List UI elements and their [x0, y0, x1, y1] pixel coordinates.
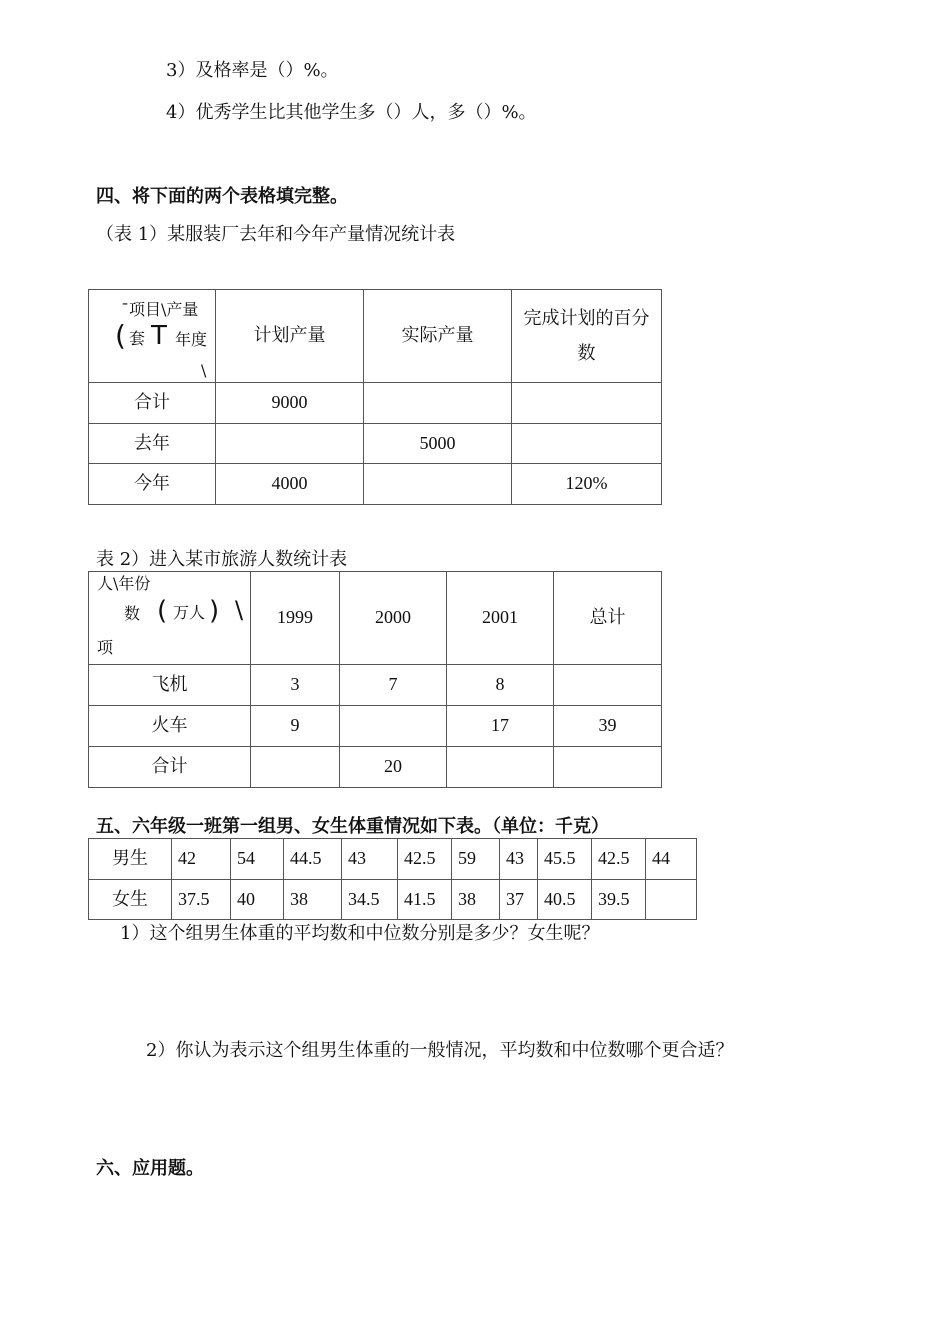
table-cell: 7	[340, 665, 447, 706]
table-cell: 43	[500, 839, 538, 880]
table-cell	[364, 383, 512, 424]
column-header: 2000	[340, 572, 447, 665]
corner-paren-close: )	[209, 596, 220, 626]
column-header: 2001	[447, 572, 554, 665]
corner-unit-label: 万人	[173, 603, 206, 622]
corner-header-year-label: 人\年份	[97, 574, 151, 593]
row-label: 合计	[89, 747, 251, 788]
corner-header-items-label: ˉ项目\产量	[121, 300, 199, 319]
table-cell: 39.5	[592, 880, 646, 920]
table-cell	[251, 747, 340, 788]
column-header: 总计	[554, 572, 662, 665]
section-5-title: 五、六年级一班第一组男、女生体重情况如下表。（单位：千克）	[96, 816, 609, 837]
section-5-question-1: 1）这个组男生体重的平均数和中位数分别是多少？女生呢？	[120, 923, 600, 944]
table-cell: 40.5	[538, 880, 592, 920]
corner-item-label: 项	[97, 638, 114, 657]
table-cell: 45.5	[538, 839, 592, 880]
corner-year-label: 年度	[175, 330, 208, 349]
table-cell: 20	[340, 747, 447, 788]
table-cell: 5000	[364, 424, 512, 464]
row-label: 合计	[89, 383, 216, 424]
table-cell	[512, 424, 662, 464]
table-cell: 44.5	[284, 839, 342, 880]
table-cell: 8	[447, 665, 554, 706]
table-cell	[512, 383, 662, 424]
table-cell: 54	[231, 839, 284, 880]
table-cell: 42	[172, 839, 231, 880]
table-2-caption: 表 2）进入某市旅游人数统计表	[96, 549, 348, 570]
row-label: 火车	[89, 706, 251, 747]
table-cell: 44	[646, 839, 697, 880]
table-cell: 38	[284, 880, 342, 920]
row-label: 去年	[89, 424, 216, 464]
section-5-question-2: 2）你认为表示这个组男生体重的一般情况，平均数和中位数哪个更合适？	[146, 1040, 734, 1061]
production-table	[88, 289, 662, 505]
section-4-title: 四、将下面的两个表格填完整。	[96, 186, 348, 207]
table-cell: 59	[452, 839, 500, 880]
table-cell: 9000	[216, 383, 364, 424]
table-cell: 41.5	[398, 880, 452, 920]
column-header-label: 完成计划的百分数	[523, 307, 650, 364]
corner-slash: \	[201, 361, 207, 380]
table-cell	[447, 747, 554, 788]
table-cell: 38	[452, 880, 500, 920]
corner-slash: \	[235, 596, 244, 624]
table-1-corner-header	[89, 290, 216, 383]
table-cell	[364, 464, 512, 505]
row-label: 飞机	[89, 665, 251, 706]
column-header: 计划产量	[216, 290, 364, 383]
table-cell: 120%	[512, 464, 662, 505]
table-cell: 39	[554, 706, 662, 747]
table-cell	[216, 424, 364, 464]
table-cell: 17	[447, 706, 554, 747]
table-cell: 37	[500, 880, 538, 920]
table-cell: 37.5	[172, 880, 231, 920]
table-cell	[554, 747, 662, 788]
column-header: 1999	[251, 572, 340, 665]
table-cell	[646, 880, 697, 920]
row-label: 今年	[89, 464, 216, 505]
table-cell: 42.5	[592, 839, 646, 880]
table-cell: 3	[251, 665, 340, 706]
table-cell	[340, 706, 447, 747]
question-3-text: 3）及格率是（）%。	[166, 60, 339, 81]
weight-table	[88, 838, 697, 920]
row-label-girls: 女生	[89, 880, 172, 920]
table-cell: 40	[231, 880, 284, 920]
corner-paren-open: (	[157, 596, 168, 626]
table-cell: 34.5	[342, 880, 398, 920]
table-cell: 43	[342, 839, 398, 880]
question-4-text: 4）优秀学生比其他学生多（）人，多（）%。	[166, 102, 537, 123]
corner-t-mark: T	[151, 321, 167, 351]
corner-unit-label: 套	[129, 329, 146, 348]
row-label-boys: 男生	[89, 839, 172, 880]
table-2-corner-header	[89, 572, 251, 665]
tourism-table	[88, 571, 662, 788]
column-header	[512, 290, 662, 383]
column-header: 实际产量	[364, 290, 512, 383]
corner-paren: (	[115, 319, 126, 352]
table-cell: 42.5	[398, 839, 452, 880]
table-1-caption: （表 1）某服装厂去年和今年产量情况统计表	[96, 224, 456, 245]
table-cell: 9	[251, 706, 340, 747]
corner-count-label: 数	[124, 604, 141, 623]
table-cell: 4000	[216, 464, 364, 505]
section-6-title: 六、应用题。	[96, 1158, 204, 1179]
table-cell	[554, 665, 662, 706]
